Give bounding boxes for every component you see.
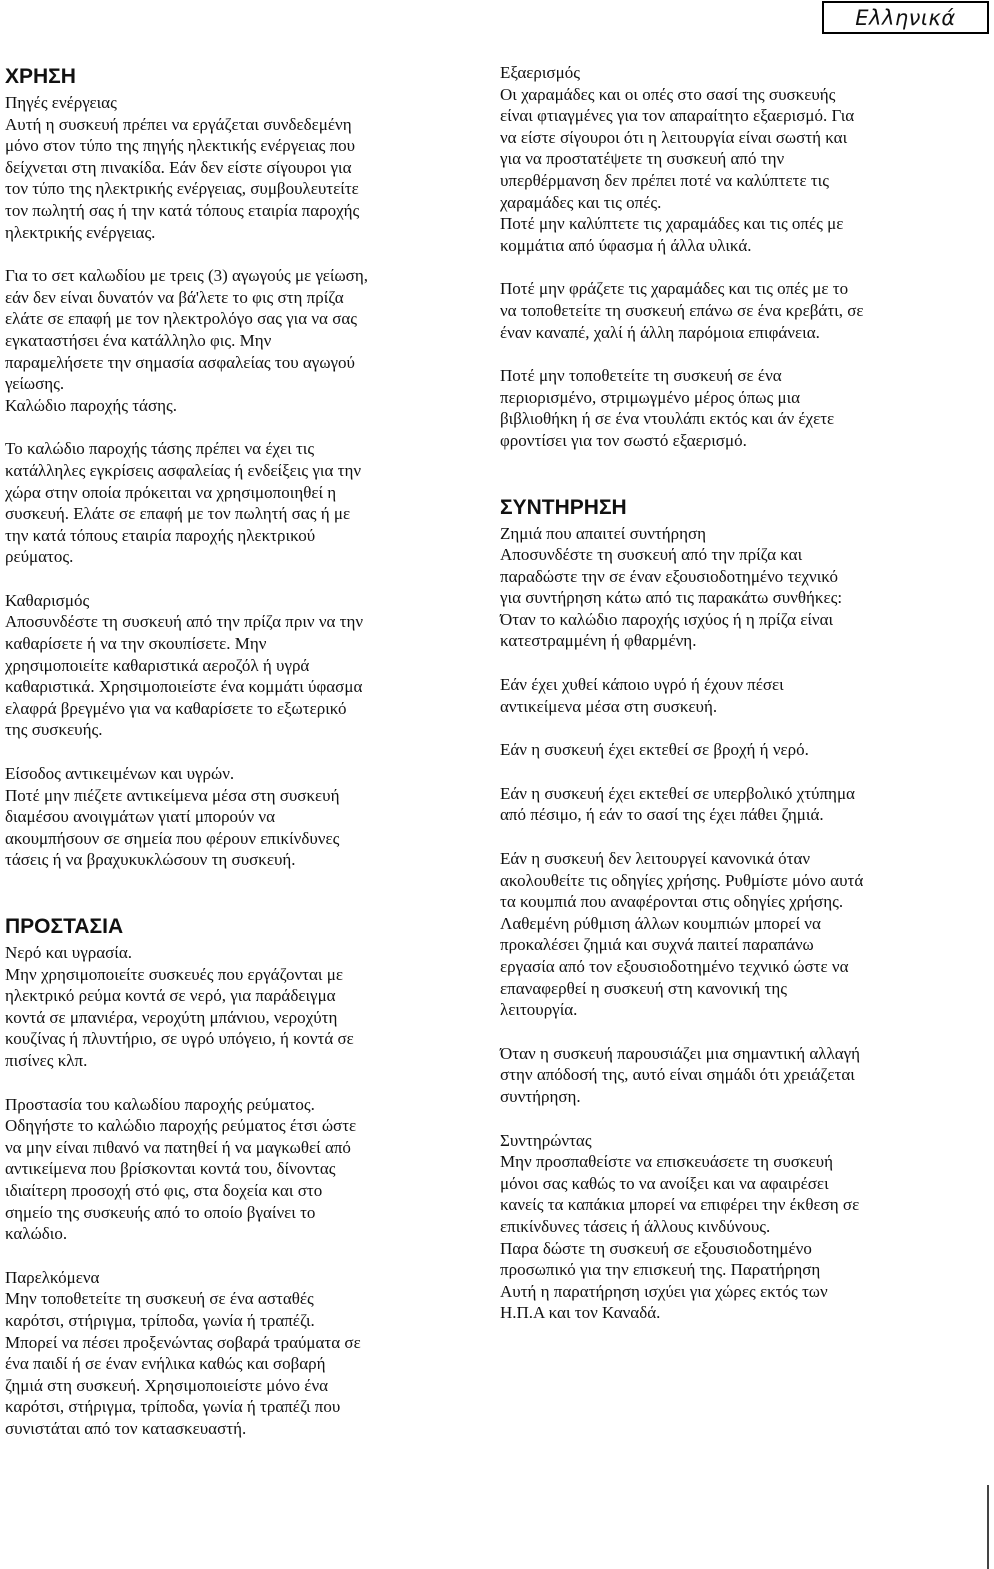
paragraph-damage-requiring-service: Ζημιά που απαιτεί συντήρηση Αποσυνδέστε τη συσκευή από την πρίζα και παραδώστε την σε έναν εξουσιοδοτημένο τεχνικό για συντήρηση κάτω από τις παρακάτω συνθήκες: Όταν το καλώδιο παροχής ισχύος ή η πρίζα είναι κατεστραμμένη ή φθαρμένη. <box>500 523 843 651</box>
left-column <box>5 62 465 1439</box>
paragraph-cleaning: Καθαρισμός Αποσυνδέστε τη συσκευή από την πρίζα πριν να την καθαρίσετε ή να την σκουπίσετε. Μην χρησιμοποιείτε καθαριστικά αεροζόλ ή υγρά καθαριστικά. Χρησιμοποιείστε ένα κομμάτι ύφασμα ελαφρά βρεγμένο για να καθαρίσετε το εξωτερικό της συσκευής. <box>5 590 364 740</box>
section-title-maintenance: ΣΥΝΤΗΡΗΣΗ <box>500 495 627 519</box>
paragraph-grounding: Για το σετ καλωδίου με τρεις (3) αγωγούς με γείωση, εάν δεν είναι δυνατόν να βά'λετε το φις στη πρίζα ελάτε σε επαφή με τον ηλεκτρολόγο σας για να σας εγκαταστήσει ένα κατάλληλο φις. Μην παραμελήσετε την σημασία ασφαλείας του αγωγού γείωσης. Καλώδιο παροχής τάσης. <box>5 266 368 415</box>
paragraph-performance-change: Όταν η συσκευή παρουσιάζει μια σημαντική αλλαγή στην απόδοσή της, αυτό είναι σημάδι ότι χρειάζεται συντήρηση. <box>500 1043 861 1106</box>
paragraph-liquid-spilled: Εάν έχει χυθεί κάποιο υγρό ή έχουν πέσει αντικείμενα μέσα στη συσκευή. <box>500 675 784 716</box>
section-title-usage: ΧΡΗΣΗ <box>5 65 76 88</box>
paragraph-accessories: Παρελκόμενα Μην τοποθετείτε τη συσκευή σε ένα ασταθές καρότσι, στήριγμα, τρίποδα, γωνία ή τραπέζι. Μπορεί να πέσει προξενώντας σοβαρά τραύματα σε ένα παιδί ή σε έναν ενήλικα καθώς και σοβαρή ζημιά στη συσκευή. Χρησιμοποιείστε μόνο ένα καρότσι, στήριγμα, τρίποδα, γωνία ή τραπέζι που συνιστάται από τον κατασκευαστή. <box>5 1267 361 1438</box>
paragraph-not-operating: Εάν η συσκευή δεν λειτουργεί κανονικά όταν ακολουθείτε τις οδηγίες χρήσης. Ρυθμίστε μόνο αυτά τα κουμπιά που αναφέρονται στις οδηγίες χρήσης. Λαθεμένη ρύθμιση άλλων κουμπιών μπορεί να προκαλέσει ζημιά και συχνά παιτεί παραπάνω εργασία από τον εξουσιοδοτημένο τεχνικό ώστε να επαναφερθεί η συσκευή στη κανονική της λειτουργία. <box>500 849 864 1020</box>
paragraph-dropped: Εάν η συσκευή έχει εκτεθεί σε υπερβολικό χτύπημα από πέσιμο, ή εάν το σασί της έχει πάθει ζημιά. <box>500 783 855 825</box>
paragraph-blocking-openings: Ποτέ μην φράζετε τις χαραμάδες και τις οπές με το να τοποθετείτε τη συσκευή επάνω σε ένα κρεβάτι, σε έναν καναπέ, χαλί ή άλλη παρόμοια επιφάνεια. <box>500 279 864 342</box>
page-edge-mark <box>987 1485 989 1569</box>
paragraph-ventilation: Εξαερισμός Οι χαραμάδες και οι οπές στο σασί της συσκευής είναι φτιαγμένες για τον απαραίτητο εξαερισμό. Για να είστε σίγουροι ότι η λειτουργία είναι σωστή και για να προστατέψετε τη συσκευή από την υπερθέρμανση δεν πρέπει ποτέ να καλύπτετε τις χαραμάδες και τις οπές. Ποτέ μην καλύπτετε τις χαραμάδες και τις οπές με κομμάτια από ύφασμα ή άλλα υλικά. <box>500 63 855 255</box>
paragraph-servicing: Συντηρώντας Μην προσπαθείστε να επισκευάσετε τη συσκευή μόνοι σας καθώς το να ανοίξει και να αφαιρέσει κανείς τα καπάκια μπορεί να επιφέρει την έκθεση σε επικίνδυνες τάσεις ή άλλους κινδύνους. Παρα δώστε τη συσκευή σε εξουσιοδοτημένο προσωπικό για την επισκευή της. Παρατήρηση Αυτή η παρατήρηση ισχύει για χώρες εκτός των Η.Π.Α και τον Καναδά. <box>500 1130 860 1323</box>
paragraph-power-cord: Το καλώδιο παροχής τάσης πρέπει να έχει τις κατάλληλες εγκρίσεις ασφαλείας ή ενδείξεις για την χώρα στην οποία πρόκειται να χρησιμοποιηθεί η συσκευή. Ελάτε σε επαφή με τον πωλητή σας ή με την κατά τόπους εταιρία παροχής ηλεκτρικού ρεύματος. <box>5 439 362 567</box>
paragraph-enclosed-space: Ποτέ μην τοποθετείτε τη συσκευή σε ένα περιορισμένο, στριμωγμένο μέρος όπως μια βιβλιοθήκη ή σε ένα ντουλάπι εκτός και άν έχετε φροντίσει για τον σωστό εξαερισμό. <box>500 366 835 450</box>
paragraph-objects-liquids: Είσοδος αντικειμένων και υγρών. Ποτέ μην πιέζετε αντικείμενα μέσα στη συσκευή διαμέσου ανοιγμάτων γιατί μπορούν να ακουμπήσουν σε σημεία που φέρουν επικίνδυνες τάσεις ή να βραχυκυκλώσουν τη συσκευή. <box>5 764 340 870</box>
paragraph-rain-water: Εάν η συσκευή έχει εκτεθεί σε βροχή ή νερό. <box>500 740 809 760</box>
section-title-protection: ΠΡΟΣΤΑΣΙΑ <box>5 915 124 938</box>
paragraph-cord-protection: Προστασία του καλωδίου παροχής ρεύματος. Οδηγήστε το καλώδιο παροχής ρεύματος έτσι ώστε να μην είναι πιθανό να πατηθεί ή να μαγκωθεί από αντικείμενα που βρίσκονται κοντά του, δίνοντας ιδιαίτερη προσοχή στό φις, στα δοχεία και στο σημείο της συσκευής από το οποίο βγαίνει το καλώδιο. <box>5 1094 357 1244</box>
paragraph-water-moisture: Νερό και υγρασία. Μην χρησιμοποιείτε συσκευές που εργάζονται με ηλεκτρικό ρεύμα κοντά σε νερό, για παράδειγμα κοντά σε μπανιέρα, νεροχύτη μπάνιου, νεροχύτη κουζίνας ή πλυντήριο, σε υγρό υπόγειο, ή κοντά σε πισίνες κλπ. <box>5 943 354 1070</box>
paragraph-power-sources: Πηγές ενέργειας Αυτή η συσκευή πρέπει να εργάζεται συνδεδεμένη μόνο στον τύπο της πηγής ηλεκτικής ενέργειας που δείχνεται στη πινακίδα. Εάν δεν είστε σίγουροι για τον τύπο της ηλεκτρικής ενέργειας, συμβουλευτείτε τον πωλητή σας ή την κατά τόπους εταιρία παροχής ηλεκτρικής ενέργειας. <box>5 93 360 242</box>
right-column <box>500 62 960 1324</box>
language-label: Ελληνικά <box>822 1 989 34</box>
